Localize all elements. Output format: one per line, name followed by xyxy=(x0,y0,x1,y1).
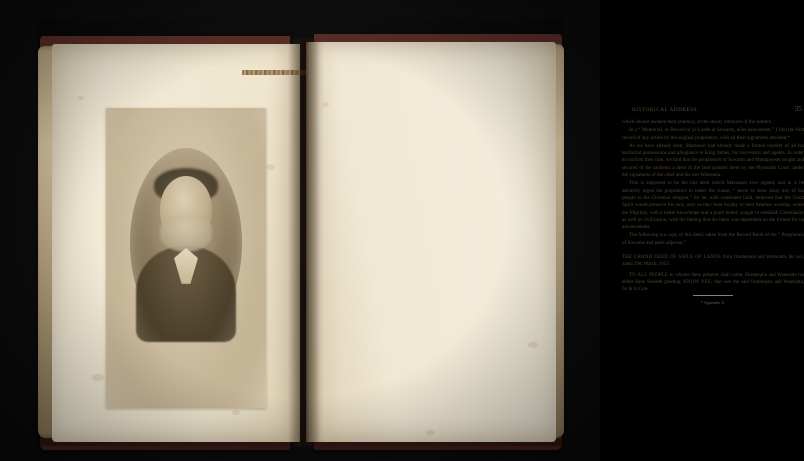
deed-body-lead: TO ALL PEOPLE xyxy=(629,273,669,279)
open-book xyxy=(38,18,804,446)
deed-body-text: to whome these presents shall come, Osamequin and Wamsutta his eldest Sone Sendeth greeting. xyxy=(622,273,804,286)
running-head xyxy=(622,104,804,113)
mounted-photograph xyxy=(106,108,266,408)
page-number: 35 xyxy=(794,104,802,113)
left-page xyxy=(52,44,300,442)
deed-heading: THE GRAND DEED OF SAILE OF LANDS xyxy=(622,255,721,261)
deed-heading-rest: from Osamequin and Wamsutta, his son, dated 29th March, 1653. xyxy=(622,255,804,268)
running-head-title: HISTORICAL ADDRESS. xyxy=(632,107,699,113)
portrait-oval-vignette xyxy=(130,148,242,338)
paragraph: The following is a copy of this deed, taken from the Record Book of the “ Proprietors of Sowams and parts adjacent.” xyxy=(622,232,804,246)
foxing-spot xyxy=(92,374,104,381)
deed-body-lead2: KNOW YEE, xyxy=(683,280,713,286)
deed-body-block xyxy=(622,272,804,293)
foxing-spot xyxy=(528,342,538,348)
book-gutter xyxy=(288,38,320,446)
paragraph: This is supposed to be the last deed which Massasoit ever signed, and in it he earnestly urged the proprietors to insert the clause, “ never to draw away any of his people to the Christian religion,” for he, with consistent faith, believed that the Great Spirit would preserve his race, only as they bore loyalty to their heathen worship, while the Pilgrims, with a better knowledge and a purer belief, sought to establish Christianity as well as civilization, with the feeling that the latter was dependent on the former for its advancement. xyxy=(622,180,804,231)
deed-heading-block xyxy=(622,254,804,268)
foxing-spot xyxy=(322,102,329,107)
paragraph: As we have already seen, Massasoit had already made a formal transfer of all his territorial possessions and allegiance to King James, his successors and agents. In order to confirm their title, we find that the proprietors of Sowams and Mattapoyset sought and secured of the sachems a deed of the land granted them by the Plymouth Court, under the signatures of the chief and his son Wamsutta. xyxy=(622,142,804,179)
foxing-spot xyxy=(426,430,435,435)
right-page xyxy=(306,42,804,442)
footnote: * Appendix A. xyxy=(700,300,726,306)
paragraph: which should awaken their jealousy, at the steady intrusion of the settlers. xyxy=(622,119,773,125)
foxing-spot xyxy=(232,410,240,415)
text-column xyxy=(622,104,804,444)
deed-body-text2: that wee the said Osamequin and Wamsutta, for & in Con- xyxy=(622,280,804,293)
foxing-spot xyxy=(266,164,275,170)
footnote-rule xyxy=(693,295,733,296)
sitter-beard xyxy=(160,216,212,252)
photo-plate xyxy=(106,108,266,408)
paragraph: In a “ Memorial, or Record of ye Lands at Sowams, alias Sawcomset,” I find the first record of any action by the original proprietors, with all their signatures attached.* xyxy=(622,127,804,141)
foxing-spot xyxy=(78,96,84,100)
